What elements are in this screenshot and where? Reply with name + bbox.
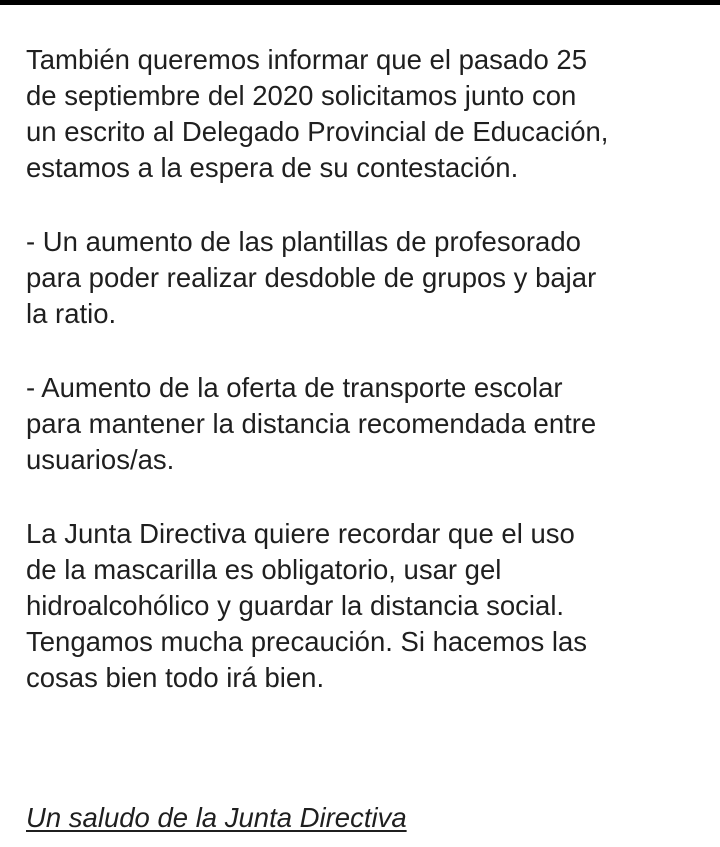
text-line: para poder realizar desdoble de grupos y bajar	[26, 262, 597, 293]
text-line: También queremos informar que el pasado 25	[26, 44, 588, 75]
text-line: Tengamos mucha precaución. Si hacemos las	[26, 626, 587, 657]
text-line: estamos a la espera de su contestación.	[26, 152, 519, 183]
paragraph-request-staff	[26, 224, 706, 332]
text-line: - Un aumento de las plantillas de profesorado	[26, 226, 581, 257]
top-border	[0, 0, 720, 5]
paragraph-reminder	[26, 516, 706, 696]
text-line: - Aumento de la oferta de transporte escolar	[26, 372, 563, 403]
text-line: hidroalcohólico y guardar la distancia social.	[26, 590, 565, 621]
signoff-text: Un saludo de la Junta Directiva	[26, 802, 407, 833]
text-line: cosas bien todo irá bien.	[26, 662, 325, 693]
text-line: un escrito al Delegado Provincial de Educación,	[26, 116, 609, 147]
text-line: La Junta Directiva quiere recordar que el uso	[26, 518, 575, 549]
message-body	[26, 42, 706, 696]
paragraph-info	[26, 42, 706, 186]
paragraph-request-transport	[26, 370, 706, 478]
text-line: para mantener la distancia recomendada entre	[26, 408, 597, 439]
text-line: de la mascarilla es obligatorio, usar gel	[26, 554, 502, 585]
text-line: usuarios/as.	[26, 444, 175, 475]
text-line: de septiembre del 2020 solicitamos junto con	[26, 80, 577, 111]
text-line: la ratio.	[26, 298, 117, 329]
